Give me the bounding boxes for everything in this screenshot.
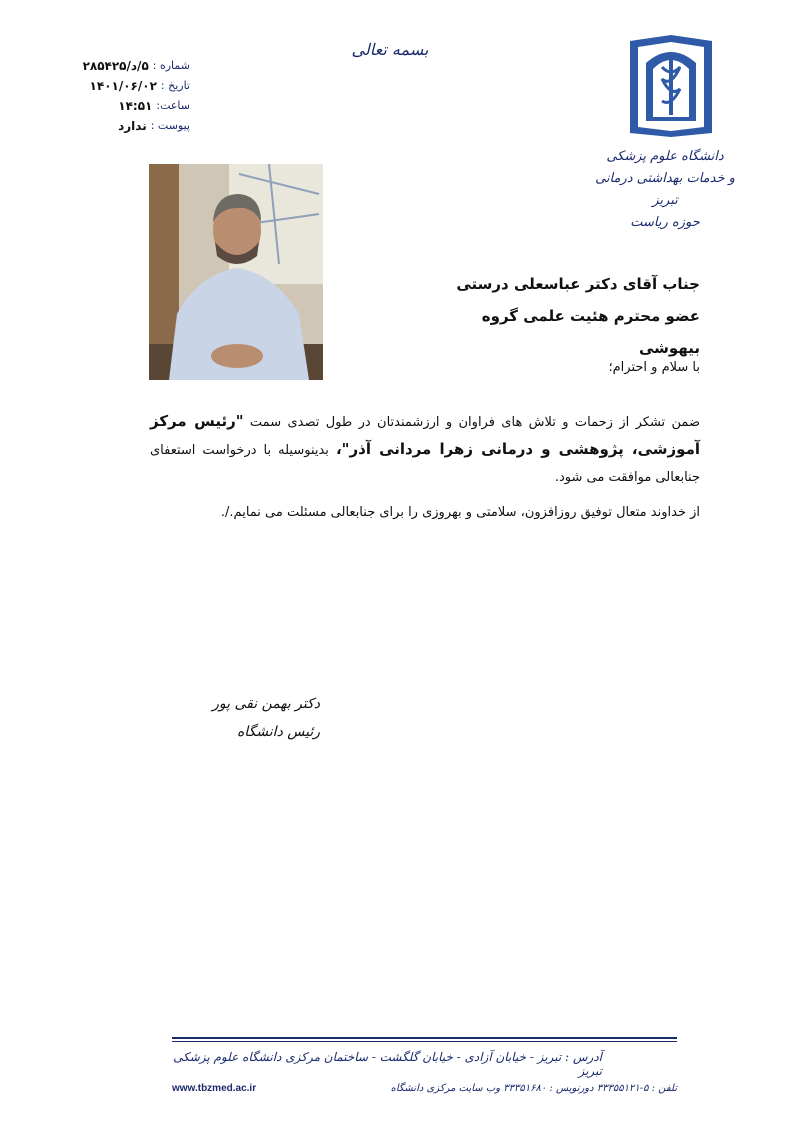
meta-time-label: ساعت: [156, 99, 190, 112]
footer-divider [172, 1037, 677, 1039]
university-name-line2: و خدمات بهداشتی درمانی تبریز [595, 171, 735, 208]
signatory-name: دکتر بهمن نقی پور [212, 696, 320, 712]
meta-attachment-value: ندارد [118, 119, 147, 133]
footer-phones: تلفن : ۵-۳۳۳۵۵۱۲۱ دورنویس : ۳۳۳۵۱۶۸۰ وب سایت مرکزی دانشگاه [390, 1083, 677, 1094]
letter-closing: از خداوند متعال توفیق روزافزون، سلامتی و بهروزی را برای جنابعالی مسئلت می نمایم./. [220, 505, 700, 520]
signatory-title: رئیس دانشگاه [236, 724, 320, 740]
meta-attachment-row [40, 116, 190, 136]
university-name-line1: دانشگاه علوم پزشکی [606, 149, 724, 164]
portrait-photo [149, 164, 323, 380]
letter-body [150, 408, 700, 491]
letter-greeting: با سلام و احترام؛ [608, 360, 700, 375]
footer-divider-thin [172, 1041, 677, 1042]
meta-time-row [40, 96, 190, 116]
footer-address: آدرس : تبریز - خیابان آزادی - خیابان گلگشت - ساختمان مرکزی دانشگاه علوم پزشکی تبریز [173, 1050, 602, 1078]
addressee-position: عضو محترم هئیت علمی گروه بیهوشی [481, 307, 700, 357]
meta-date-value: ۱۴۰۱/۰۶/۰۲ [89, 79, 157, 93]
meta-attachment-label: پیوست : [150, 119, 190, 132]
letter-body-part1: ضمن تشکر از زحمات و تلاش های فراوان و ارزشمندتان در طول تصدی سمت [249, 415, 700, 430]
addressee-block [420, 268, 700, 364]
footer-contact [172, 1083, 677, 1094]
footer-website-link[interactable]: www.tbzmed.ac.ir [172, 1083, 257, 1094]
letter-meta [40, 56, 190, 136]
meta-number-row [40, 56, 190, 76]
invocation-heading: بسمه تعالی [351, 40, 429, 59]
meta-time-value: ۱۴:۵۱ [118, 99, 153, 113]
university-name-line3: حوزه ریاست [630, 215, 700, 230]
university-name [590, 146, 740, 234]
university-logo-icon [626, 33, 716, 139]
letter-body-position-title: "رئیس مرکز آموزشی، پژوهشی و درمانی زهرا مردانی آذر"، [150, 412, 701, 458]
meta-date-label: تاریخ : [160, 79, 190, 92]
meta-date-row [40, 76, 190, 96]
addressee-name: جناب آقای دکتر عباسعلی درستی [456, 275, 700, 293]
meta-number-value: ۵/د/۲۸۵۴۲۵ [82, 59, 149, 73]
signature-block [200, 690, 320, 746]
letter-body-part2: بدینوسیله با درخواست استعفای جنابعالی موافقت می شود. [150, 443, 700, 485]
meta-number-label: شماره : [152, 59, 190, 72]
